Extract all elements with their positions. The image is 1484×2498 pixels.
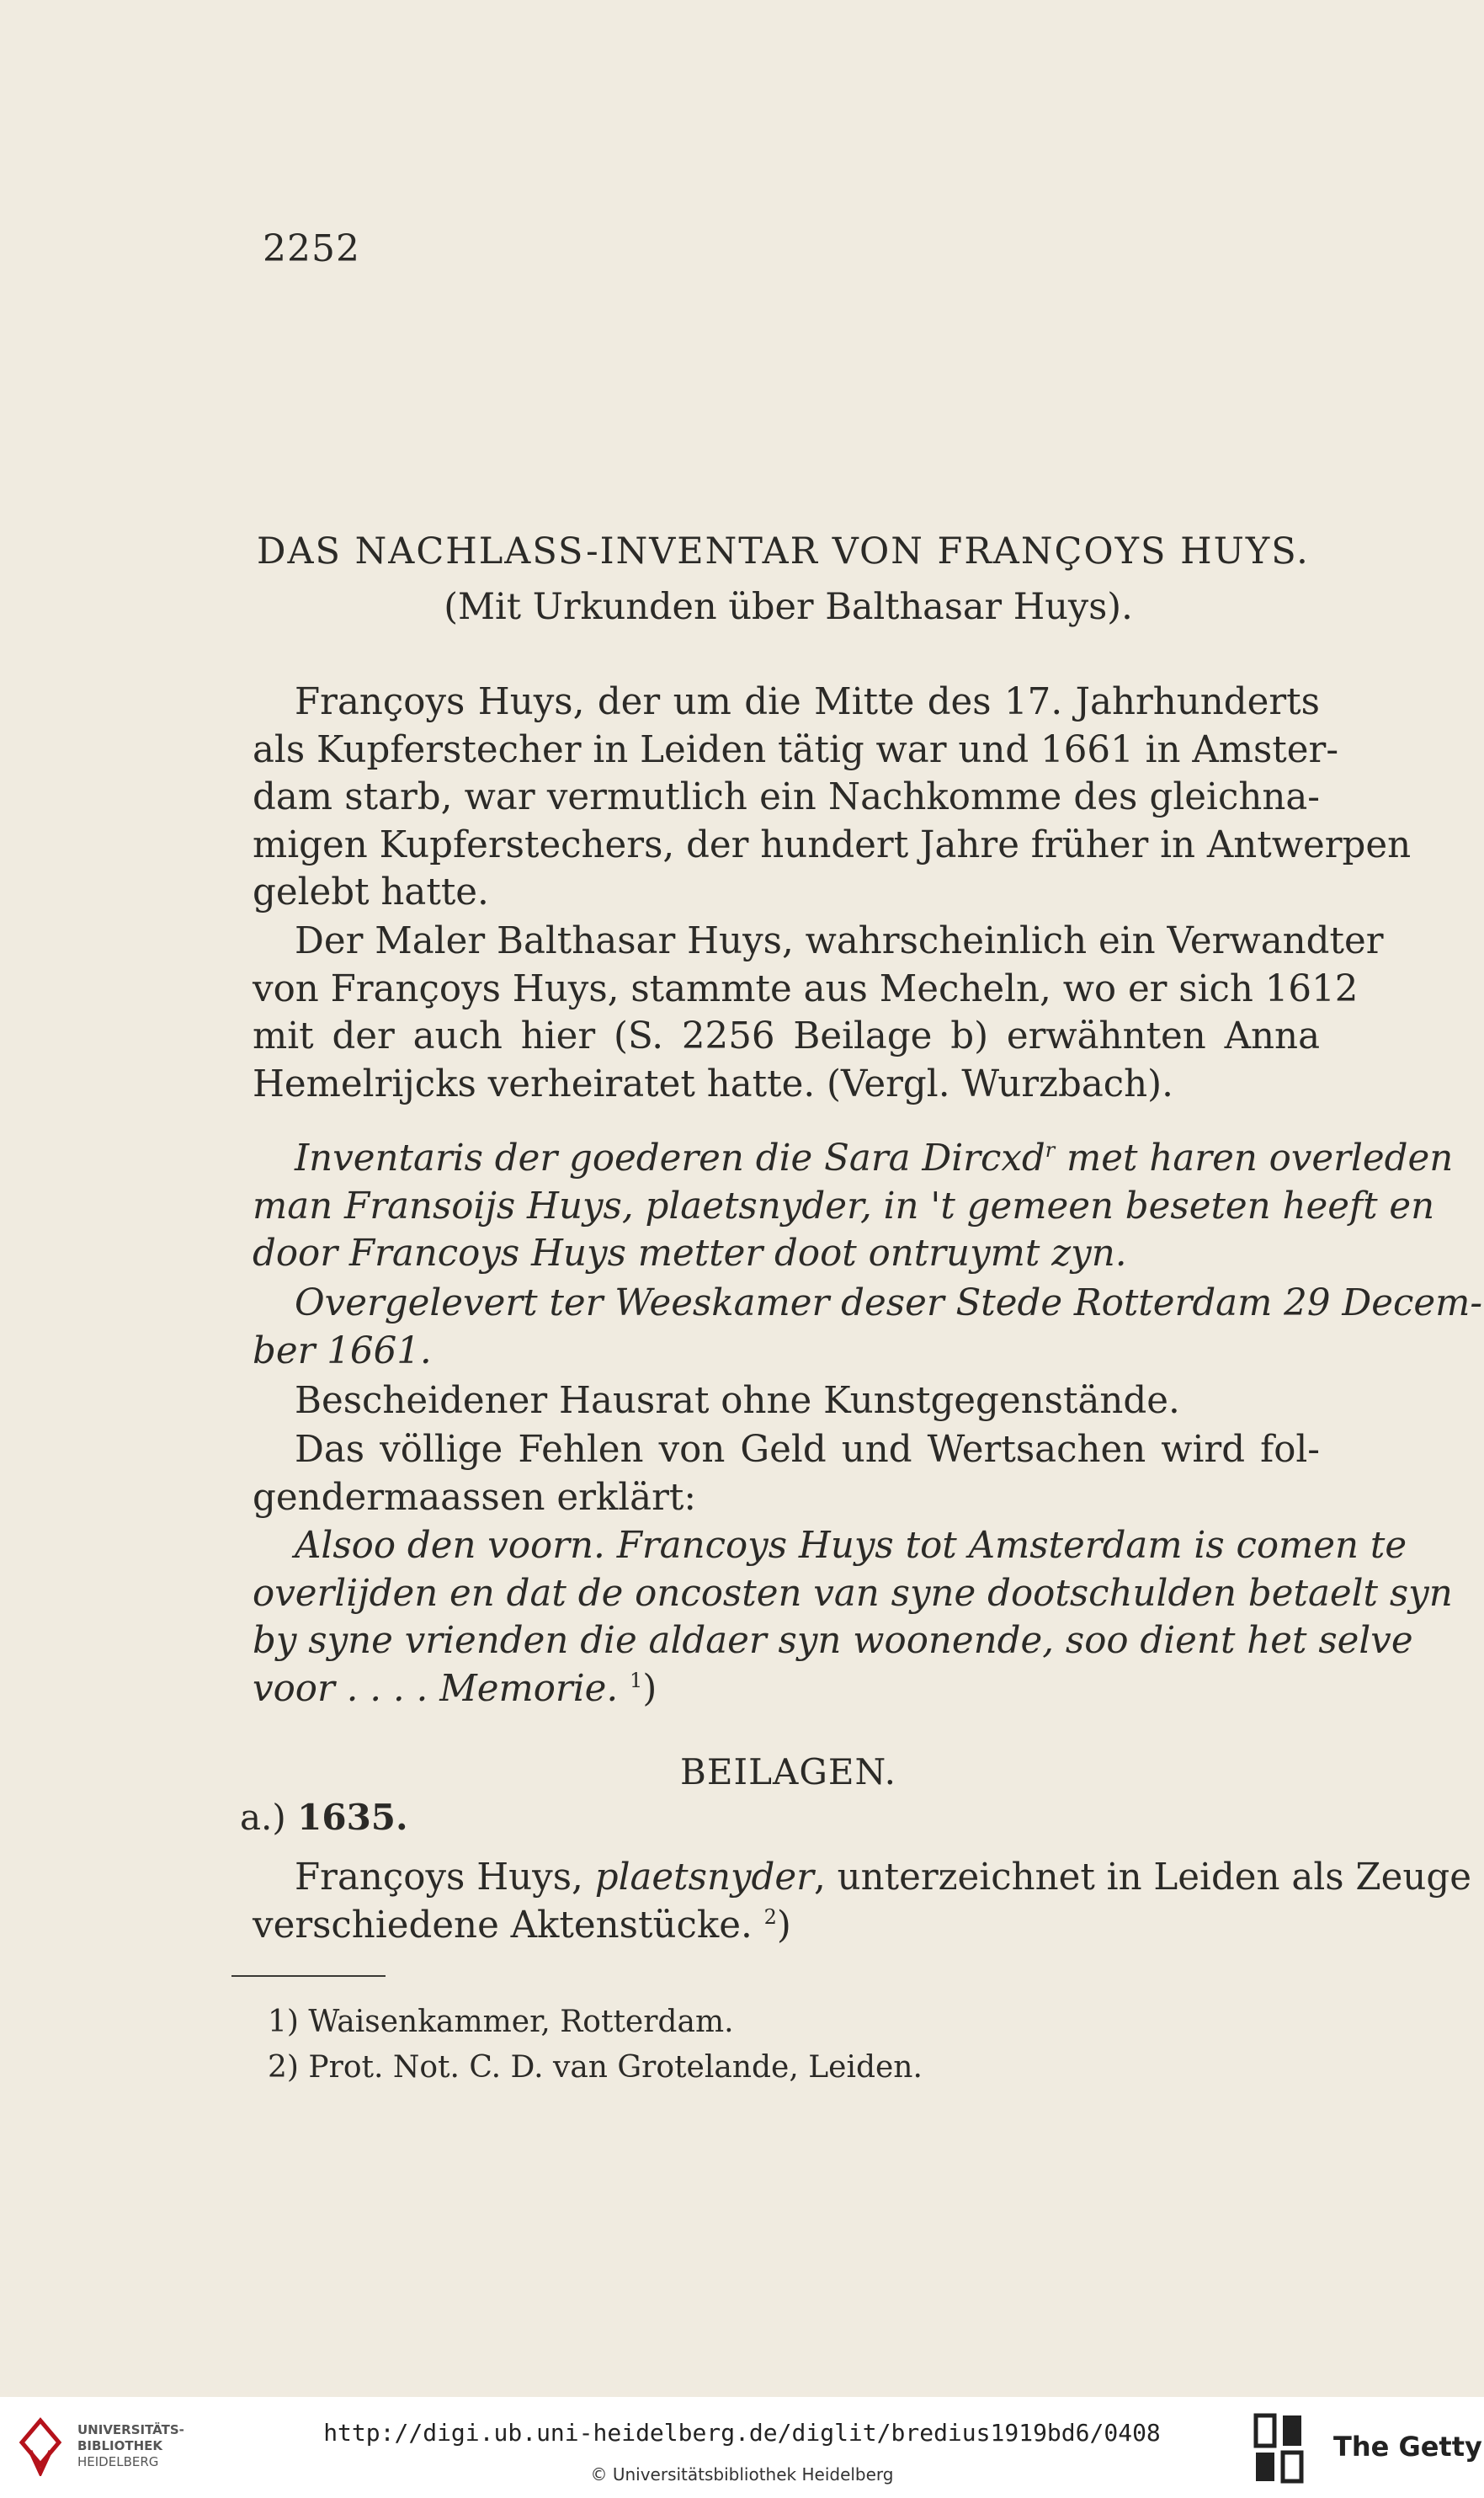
text-line: Bescheidener Hausrat ohne Kunstgegenstände. [295,1380,1180,1422]
text-line: Françoys Huys, plaetsnyder, unterzeichnet in Leiden als Zeuge [295,1856,1471,1899]
footnote-ref: 2 [763,1904,777,1929]
overgelevert-paragraph [253,1280,1483,1375]
text-line: Françoys Huys, der um die Mitte des 17. Jahrhunderts [295,681,1320,723]
fehlen-paragraph [253,1426,1320,1521]
text-line: ber 1661. [253,1329,432,1372]
digitization-footer [0,2397,1484,2498]
getty-logo-icon [1253,2412,1306,2485]
page-number: 2252 [263,227,360,270]
beilage-a-year: 1635. [297,1797,408,1838]
text-line: man Fransoijs Huys, plaetsnyder, in 't gemeen beseten heeft en [253,1185,1435,1228]
beilagen-heading: BEILAGEN. [680,1751,896,1792]
text-line: gelebt hatte. [253,871,489,913]
copyright-notice: © Universitätsbibliothek Heidelberg [590,2464,894,2485]
text-line: verschiedene Aktenstücke. $^2$) [253,1904,791,1947]
text-line: by syne vrienden die aldaer syn woonende, soo dient het selve [253,1620,1413,1662]
footnote-divider [231,1975,386,1977]
text-line: von Françoys Huys, stammte aus Mecheln, wo er sich 1612 [253,967,1359,1010]
library-name: UNIVERSITÄTS- BIBLIOTHEK HEIDELBERG [77,2422,184,2469]
text-line: Der Maler Balthasar Huys, wahrscheinlich ein Verwandter [295,920,1384,962]
text-line: Overgelevert ter Weeskamer deser Stede Rotterdam 29 Decem- [295,1282,1483,1324]
footnote-ref: 1 [630,1668,643,1692]
footnote: 1) Waisenkammer, Rotterdam. [268,2005,734,2039]
beilage-a-paragraph [253,1854,1471,1949]
text-line: overlijden en dat de oncosten van syne dootschulden betaelt syn [253,1572,1453,1615]
text-line: voor . . . . Memorie. $^1$) [253,1667,657,1710]
text-line: dam starb, war vermutlich ein Nachkomme des gleichna- [253,776,1320,818]
balthasar-paragraph [253,918,1384,1108]
text-line: Das völlige Fehlen von Geld und Wertsachen wird fol- [295,1429,1320,1471]
text-line: Hemelrijcks verheiratet hatte. (Vergl. Wurzbach). [253,1063,1173,1105]
text-line: Alsoo den voorn. Francoys Huys tot Amsterdam is comen te [295,1525,1407,1567]
text-line: Inventaris der goederen die Sara Dircxd$^r$ met haren overleden [295,1137,1454,1180]
source-url-link[interactable]: http://digi.ub.uni-heidelberg.de/diglit/bredius1919bd6/0408 [323,2419,1161,2447]
hausrat-paragraph [253,1377,1320,1425]
inventaris-paragraph [253,1135,1454,1278]
footnote: 2) Prot. Not. C. D. van Grotelande, Leiden. [268,2050,923,2085]
text-line: migen Kupferstechers, der hundert Jahre früher in Antwerpen [253,823,1412,866]
document-title: DAS NACHLASS-INVENTAR VON FRANÇOYS HUYS. [257,530,1310,573]
superscript: r [1045,1138,1056,1162]
text-line: gendermaassen erklärt: [253,1476,697,1519]
text-line: als Kupferstecher in Leiden tätig war und 1661 in Amster- [253,728,1339,771]
getty-name: The Getty [1333,2431,1482,2463]
beilage-a-label: a.) 1635. [240,1797,408,1838]
text-line: door Francoys Huys metter doot ontruymt zyn. [253,1233,1127,1275]
alsoo-paragraph [253,1522,1453,1712]
document-subtitle: (Mit Urkunden über Balthasar Huys). [444,586,1133,628]
intro-paragraph [253,679,1412,917]
text-line: mit der auch hier (S. 2256 Beilage b) erwähnten Anna [253,1015,1320,1057]
